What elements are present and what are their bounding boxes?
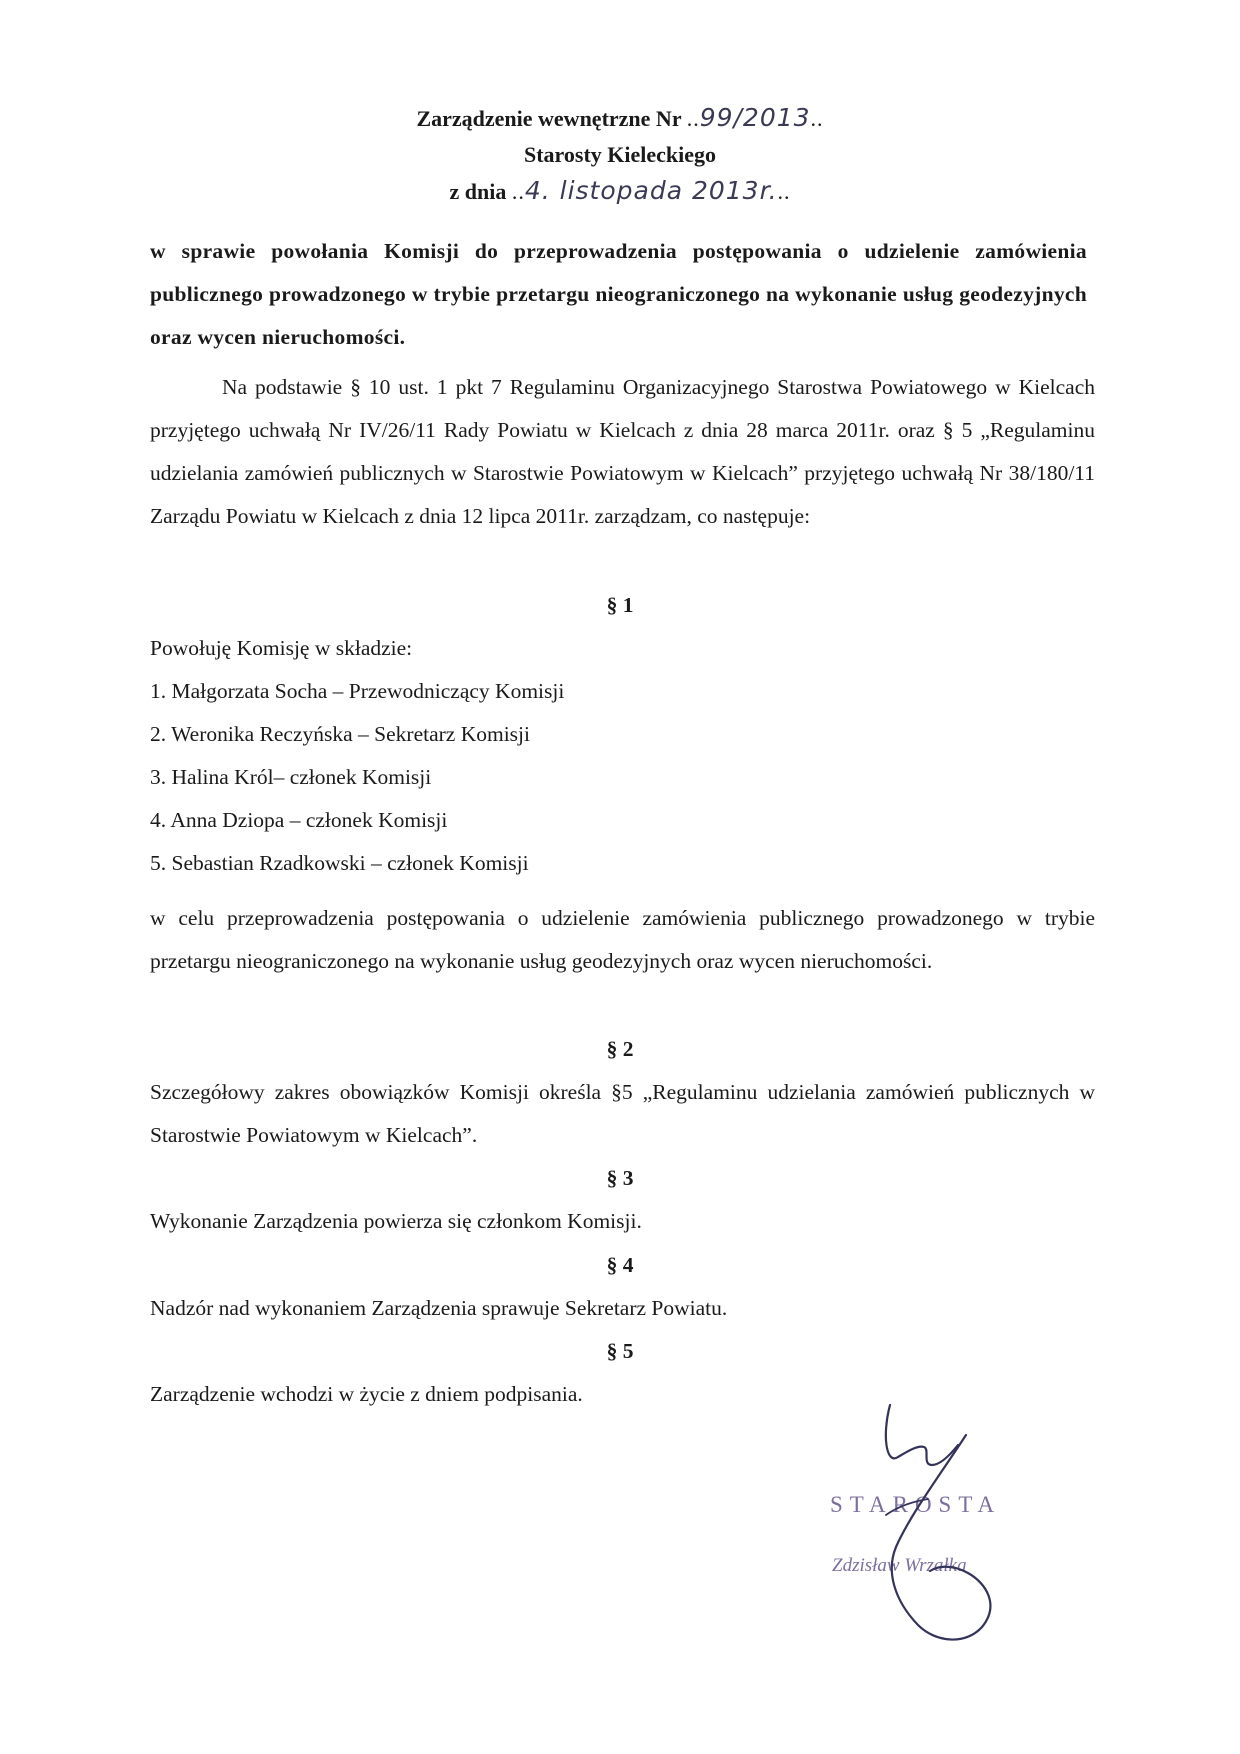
section-1-mark: § 1 — [606, 593, 634, 617]
committee-purpose: w celu przeprowadzenia postępowania o udzielenie zamówienia publicznego prowadzonego w trybie przetargu nieograniczonego na wykonanie usług geodezyjnych oraz wycen nieruchomości. — [150, 906, 1095, 973]
handwritten-signature — [790, 1395, 1030, 1655]
preamble-paragraph: Na podstawie § 10 ust. 1 pkt 7 Regulaminu Organizacyjnego Starostwa Powiatowego w Kielcach przyjętego uchwałą Nr IV/26/11 Rady Powiatu w Kielcach z dnia 28 marca 2011r. oraz § 5 „Regulaminu udzielania zamówień publicznych w Starostwie Powiatowym w Kielcach” przyjętego uchwałą Nr 38/180/11 Zarządu Powiatu w Kielcach z dnia 12 lipca 2011r. zarządzam, co następuje: — [150, 375, 1095, 528]
stamp-name: Zdzisław Wrzałka — [832, 1555, 967, 1576]
list-item: 2. Weronika Reczyńska – Sekretarz Komisji — [150, 722, 530, 746]
section-3-mark: § 3 — [606, 1166, 634, 1190]
section-2-text: Szczegółowy zakres obowiązków Komisji określa §5 „Regulaminu udzielania zamówień publicznych w Starostwie Powiatowym w Kielcach”. — [150, 1080, 1095, 1147]
issuer-line: Starosty Kieleckiego — [523, 142, 717, 167]
committee-members-list — [150, 670, 850, 885]
section-4-text: Nadzór nad wykonaniem Zarządzenia sprawuje Sekretarz Powiatu. — [150, 1296, 728, 1320]
date-prefix: z dnia — [449, 179, 507, 204]
title-prefix: Zarządzenie wewnętrzne Nr — [416, 106, 682, 131]
title-line: Zarządzenie wewnętrzne Nr ..99/2013.. — [416, 103, 824, 132]
list-item: 3. Halina Król– członek Komisji — [150, 765, 432, 789]
list-item: 5. Sebastian Rzadkowski – członek Komisji — [150, 851, 529, 875]
section-5-mark: § 5 — [606, 1339, 634, 1363]
section-2-mark: § 2 — [606, 1037, 634, 1061]
order-number-handwritten: 99/2013 — [699, 103, 811, 132]
stamp-title: STAROSTA — [830, 1492, 1002, 1517]
section-4-mark: § 4 — [606, 1253, 634, 1277]
list-item: 1. Małgorzata Socha – Przewodniczący Komisji — [150, 679, 565, 703]
committee-intro: Powołuję Komisję w składzie: — [150, 636, 413, 660]
section-5-text: Zarządzenie wchodzi w życie z dniem podpisania. — [150, 1382, 583, 1406]
document-header — [0, 100, 1240, 210]
date-handwritten: 4. listopada 2013r. — [524, 176, 778, 205]
date-line: z dnia ..4. listopada 2013r... — [449, 176, 791, 205]
subject-paragraph: w sprawie powołania Komisji do przeprowadzenia postępowania o udzielenie zamówienia publicznego prowadzonego w trybie przetargu nieograniczonego na wykonanie usług geodezyjnych oraz wycen nieruchomości. — [150, 239, 1087, 349]
list-item: 4. Anna Dziopa – członek Komisji — [150, 808, 448, 832]
section-3-text: Wykonanie Zarządzenia powierza się członkom Komisji. — [150, 1209, 642, 1233]
